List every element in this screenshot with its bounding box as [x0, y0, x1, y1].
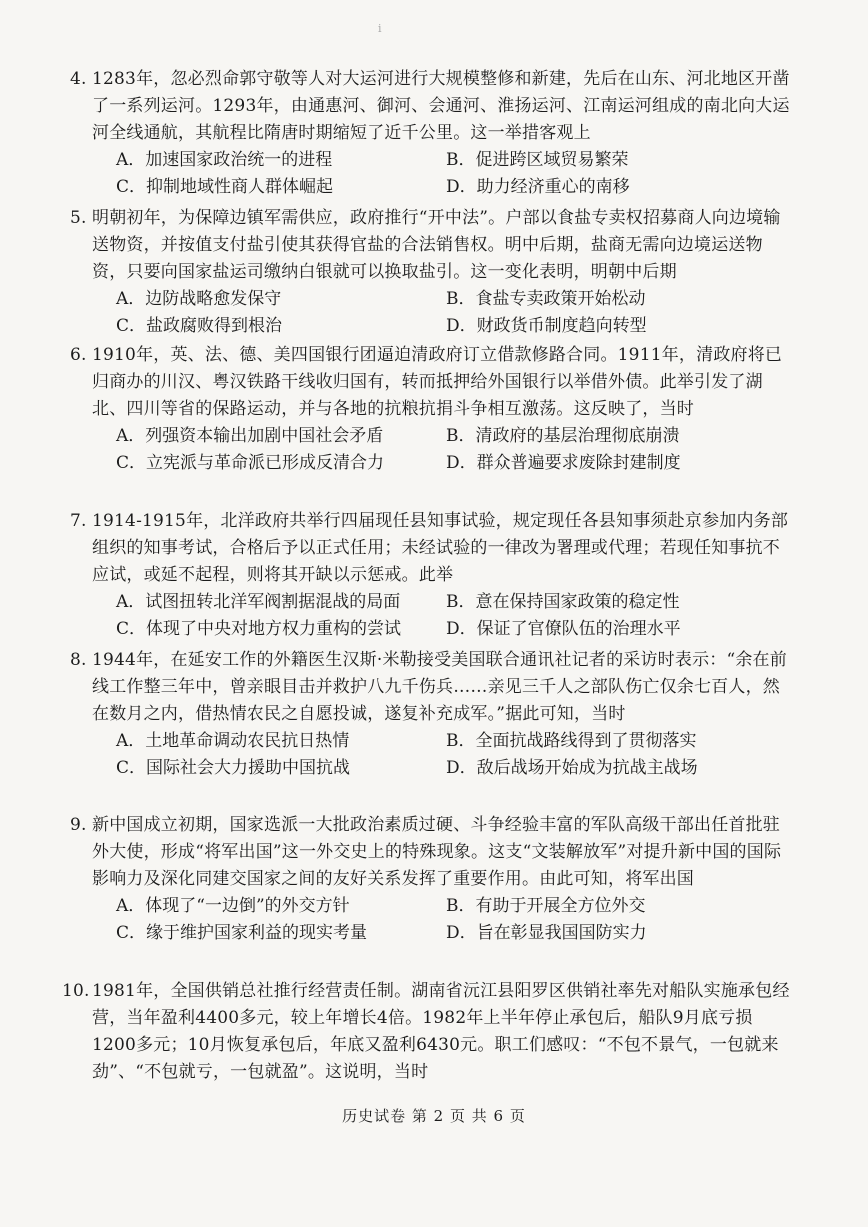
option-b: B．意在保持国家政策的稳定性	[446, 592, 680, 612]
option-c: C．体现了中央对地方权力重构的尝试	[116, 619, 402, 639]
question-10	[62, 978, 792, 1086]
options	[92, 728, 792, 782]
question-stem: 4. 1283年，忽必烈命郭守敬等人对大运河进行大规模整修和新建，先后在山东、河北地区开凿了一系列运河。1293年，由通惠河、御河、会通河、淮扬运河、江南运河组成的南北向大运河全线通航，其航程比隋唐时期缩短了近千公里。这一举措客观上	[70, 69, 790, 143]
option-c: C．抑制地域性商人群体崛起	[116, 177, 334, 197]
question-6	[70, 342, 792, 477]
option-b: B．有助于开展全方位外交	[446, 896, 646, 916]
options	[92, 286, 792, 340]
options	[92, 893, 792, 947]
option-a: A．列强资本输出加剧中国社会矛盾	[116, 426, 384, 446]
option-a: A．体现了“一边倒”的外交方针	[116, 896, 350, 916]
options	[92, 423, 792, 477]
option-d: D．群众普遍要求废除封建制度	[446, 453, 681, 473]
question-stem: 10. 1981年，全国供销总社推行经营责任制。湖南省沅江县阳罗区供销社率先对船队实施承包经营，当年盈利4400多元，较上年增长4倍。1982年上半年停止承包后，船队9月底亏损1200多元；10月恢复承包后，年底又盈利6430元。职工们感叹：“不包不景气，一包就来劲”、“不包就亏，一包就盈”。这说明，当时	[62, 981, 790, 1082]
question-9	[70, 812, 792, 947]
option-a: A．试图扭转北洋军阀割据混战的局面	[116, 592, 401, 612]
question-stem: 7. 1914-1915年，北洋政府共举行四届现任县知事试验，规定现任各县知事须赴京参加内务部组织的知事考试，合格后予以正式任用；未经试验的一律改为署理或代理；若现任知事抗不应试，或延不起程，则将其开缺以示惩戒。此举	[70, 511, 789, 585]
option-c: C．缘于维护国家利益的现实考量	[116, 923, 368, 943]
option-b: B．促进跨区域贸易繁荣	[446, 150, 629, 170]
option-a: A．土地革命调动农民抗日热情	[116, 731, 350, 751]
option-a: A．边防战略愈发保守	[116, 289, 282, 309]
option-d: D．财政货币制度趋向转型	[446, 316, 647, 336]
option-b: B．食盐专卖政策开始松动	[446, 289, 646, 309]
question-4	[70, 66, 792, 201]
options	[92, 147, 792, 201]
page-footer: 历史试卷 第 2 页 共 6 页	[342, 1107, 526, 1125]
option-c: C．立宪派与革命派已形成反清合力	[116, 453, 385, 473]
question-stem: 5. 明朝初年，为保障边镇军需供应，政府推行“开中法”。户部以食盐专卖权招募商人向边境输送物资，并按值支付盐引使其获得官盐的合法销售权。明中后期，盐商无需向边境运送物资，只要向国家盐运司缴纳白银就可以换取盐引。这一变化表明，明朝中后期	[70, 208, 781, 282]
question-5	[70, 205, 792, 340]
question-stem: 8. 1944年，在延安工作的外籍医生汉斯·米勒接受美国联合通讯社记者的采访时表示：“余在前线工作整三年中，曾亲眼目击并救护八九千伤兵……亲见三千人之部队伤亡仅余七百人，然在数月之内，借热情农民之自愿投诚，遂复补充成军。”据此可知，当时	[70, 650, 787, 724]
option-d: D．敌后战场开始成为抗战主战场	[446, 758, 698, 778]
question-7	[70, 508, 792, 643]
option-c: C．国际社会大力援助中国抗战	[116, 758, 351, 778]
option-d: D．旨在彰显我国国防实力	[446, 923, 647, 943]
option-d: D．助力经济重心的南移	[446, 177, 630, 197]
question-8	[70, 647, 792, 782]
options	[92, 589, 792, 643]
option-a: A．加速国家政治统一的进程	[116, 150, 333, 170]
option-b: B．全面抗战路线得到了贯彻落实	[446, 731, 697, 751]
option-b: B．清政府的基层治理彻底崩溃	[446, 426, 680, 446]
question-stem: 6. 1910年，英、法、德、美四国银行团逼迫清政府订立借款修路合同。1911年，清政府将已归商办的川汉、粤汉铁路干线收归国有，转而抵押给外国银行以举借外债。此举引发了湖北、四川等省的保路运动，并与各地的抗粮抗捐斗争相互激荡。这反映了，当时	[70, 345, 783, 419]
option-c: C．盐政腐败得到根治	[116, 316, 283, 336]
question-stem: 9. 新中国成立初期，国家选派一大批政治素质过硬、斗争经验丰富的军队高级干部出任首批驻外大使，形成“将军出国”这一外交史上的特殊现象。这支“文装解放军”对提升新中国的国际影响力及深化同建交国家之间的友好关系发挥了重要作用。由此可知，将军出国	[70, 815, 782, 889]
header-mark: i	[378, 22, 384, 35]
option-d: D．保证了官僚队伍的治理水平	[446, 619, 681, 639]
